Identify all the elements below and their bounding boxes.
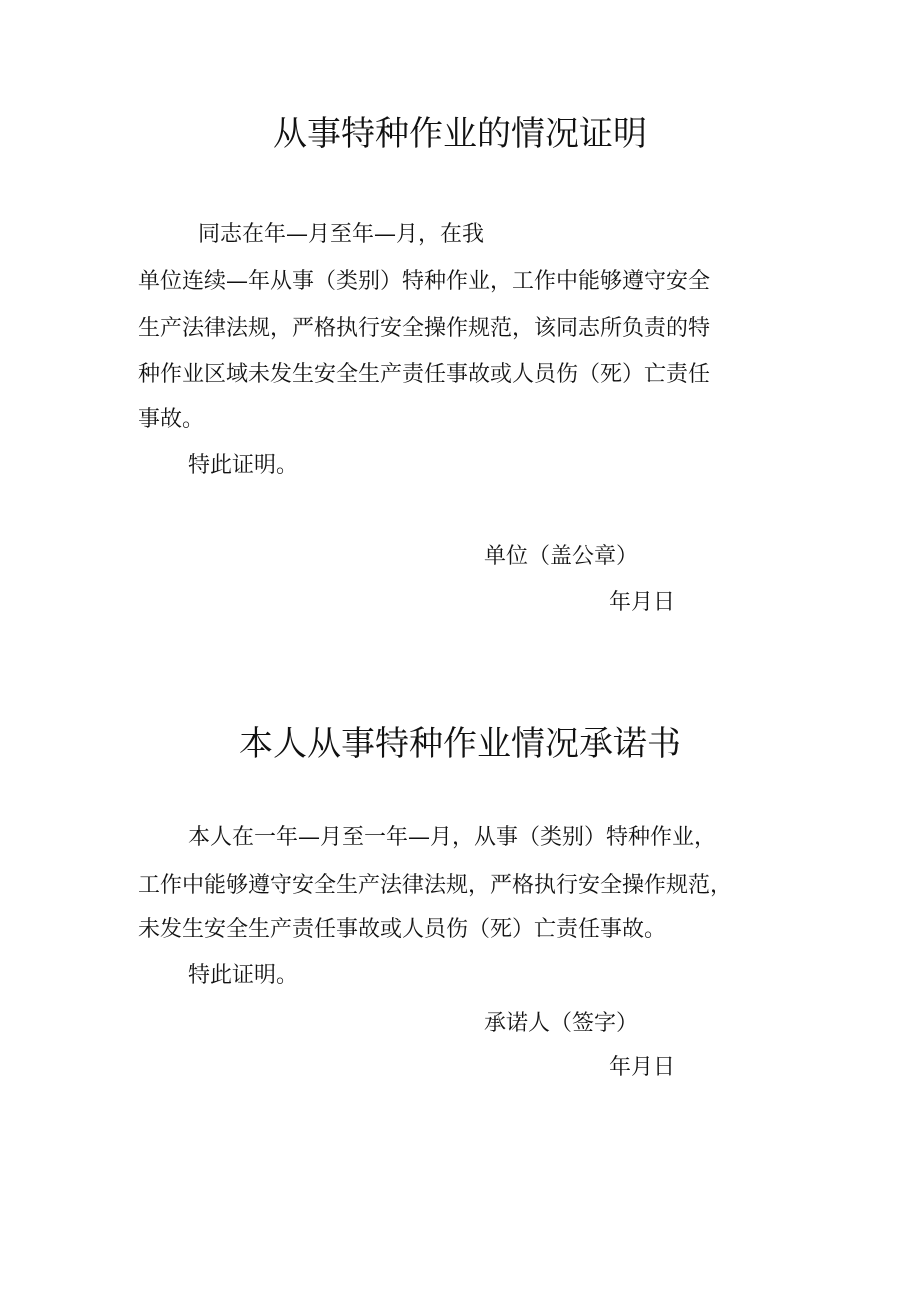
- certificate-body-line: 同志在年—月至年—月，在我: [198, 222, 485, 247]
- certificate-body-line: 事故。: [138, 407, 205, 432]
- pledge-date: 年月日: [609, 1055, 676, 1080]
- certificate-closing: 特此证明。: [188, 453, 299, 478]
- pledge-body-line: 本人在一年—月至一年—月，从事（类别）特种作业，: [188, 825, 717, 850]
- pledge-body-line: 未发生安全生产责任事故或人员伤（死）亡责任事故。: [138, 917, 667, 942]
- pledge-title: 本人从事特种作业情况承诺书: [239, 724, 681, 764]
- pledge-signature-person: 承诺人（签字）: [484, 1011, 639, 1036]
- pledge-body-line: 工作中能够遵守安全生产法律法规，严格执行安全操作规范，: [138, 873, 733, 898]
- certificate-body-line: 种作业区域未发生安全生产责任事故或人员伤（死）亡责任: [138, 362, 711, 387]
- certificate-title: 从事特种作业的情况证明: [273, 114, 647, 154]
- certificate-body-line: 生产法律法规，严格执行安全操作规范，该同志所负责的特: [138, 316, 711, 341]
- certificate-date: 年月日: [609, 590, 676, 615]
- certificate-body-line: 单位连续—年从事（类别）特种作业，工作中能够遵守安全: [138, 269, 711, 294]
- certificate-signature-unit: 单位（盖公章）: [484, 544, 639, 569]
- pledge-closing: 特此证明。: [188, 963, 299, 988]
